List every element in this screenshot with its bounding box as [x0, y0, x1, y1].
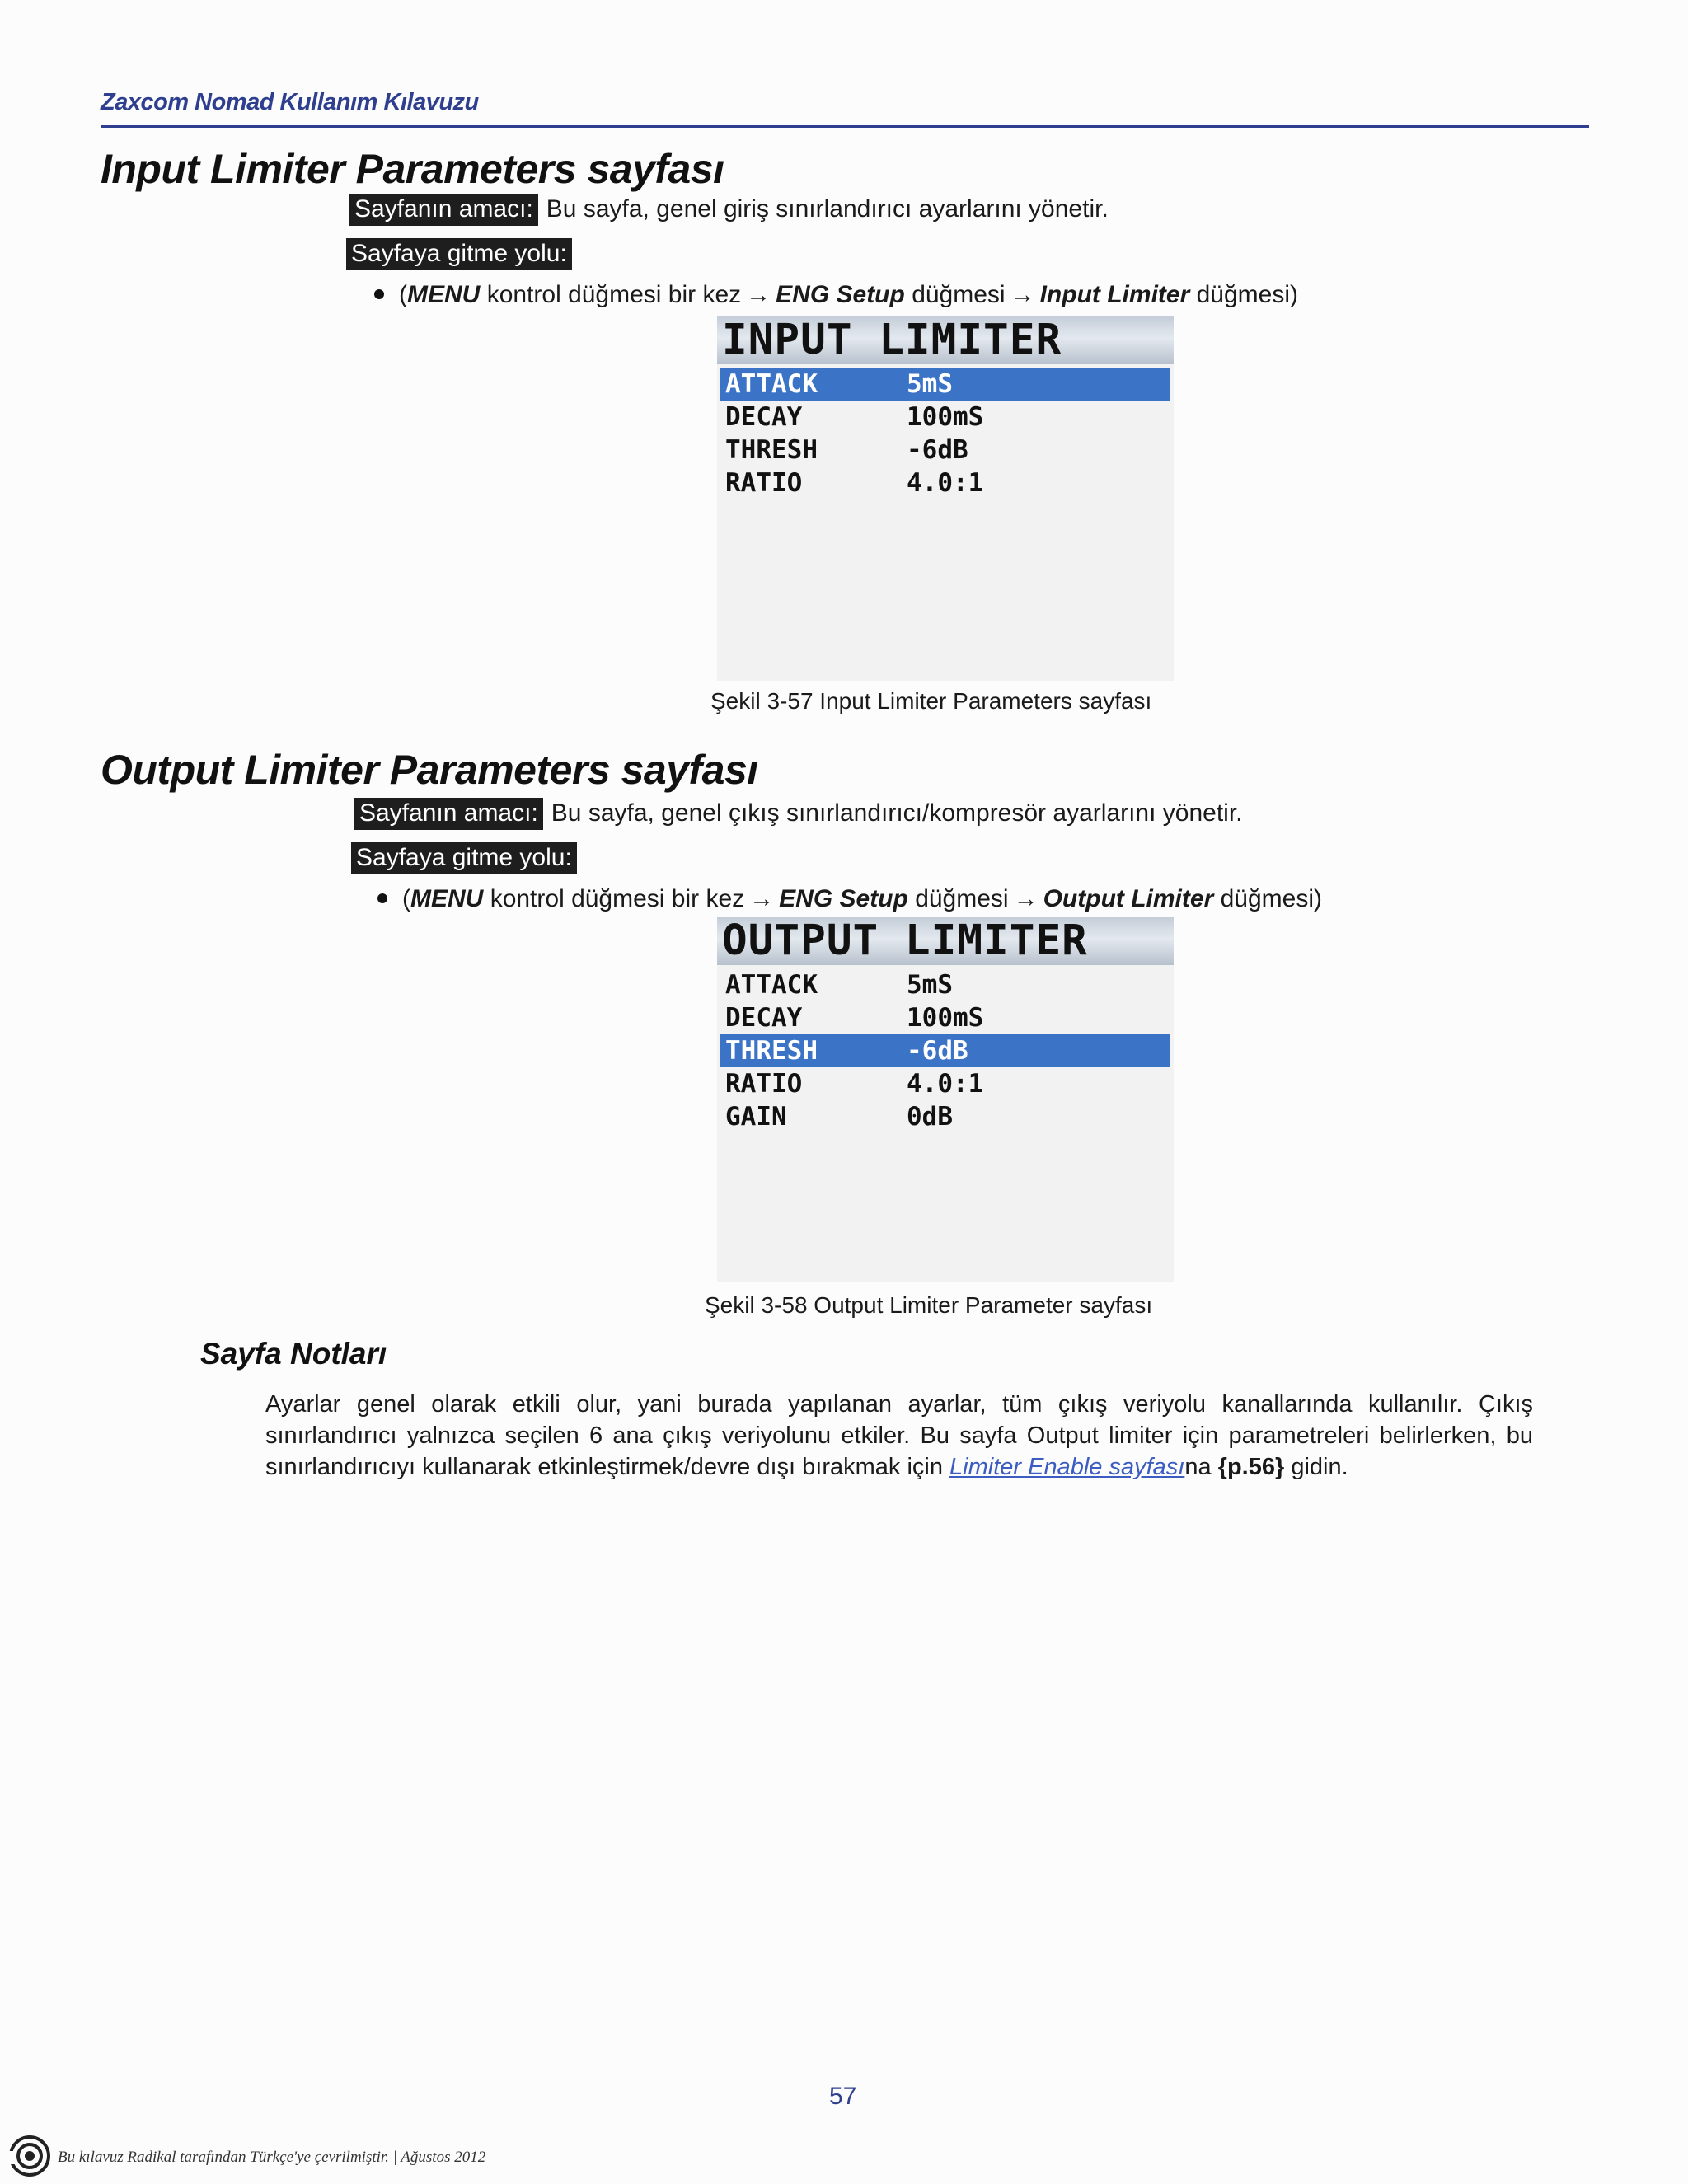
param-value: 5mS — [907, 369, 953, 399]
document-header-title: Zaxcom Nomad Kullanım Kılavuzu — [101, 89, 479, 115]
parameter-list — [717, 968, 1174, 1133]
limiter-enable-link[interactable]: Limiter Enable sayfası — [950, 1454, 1185, 1480]
param-key: THRESH — [725, 1036, 818, 1066]
param-key: GAIN — [725, 1102, 787, 1132]
notes-heading: Sayfa Notları — [200, 1337, 387, 1371]
param-key: ATTACK — [725, 369, 818, 399]
param-value: -6dB — [907, 1036, 968, 1066]
arrow-right-icon: → — [749, 885, 775, 912]
purpose-label: Sayfanın amacı: — [349, 194, 538, 226]
param-row-decay[interactable] — [720, 1001, 1170, 1034]
section-title-input-limiter: Input Limiter Parameters sayfası — [101, 146, 724, 192]
param-key: THRESH — [725, 435, 818, 465]
purpose-label: Sayfanın amacı: — [354, 798, 543, 830]
param-key: ATTACK — [725, 970, 818, 1000]
page-reference: {p.56} — [1217, 1454, 1285, 1480]
output-limiter-screen — [717, 917, 1174, 1282]
screen-title: INPUT LIMITER — [717, 316, 1174, 364]
purpose-text: Bu sayfa, genel çıkış sınırlandırıcı/kompresör ayarlarını yönetir. — [551, 799, 1243, 827]
param-value: -6dB — [907, 435, 968, 465]
nav-path-input: (MENU kontrol düğmesi bir kez → ENG Setup düğmesi → Input Limiter düğmesi) — [374, 279, 1298, 311]
notes-paragraph: Ayarlar genel olarak etkili olur, yani burada yapılanan ayarlar, tüm çıkış veriyolu kanallarında kullanılır. Çıkış sınırlandırıcı yalnızca seçilen 6 ana çıkış veriyolunu etkiler. Bu sayfa Output limiter için parametreleri belirlerken, bu sınırlandırıcıyı kullanarak etkinleştirmek/devre dışı bırakmak için Limiter Enable sayfasına {p.56} gidin. — [265, 1391, 1533, 1480]
arrow-right-icon: → — [1010, 281, 1035, 308]
radikal-logo-icon — [8, 2135, 51, 2177]
param-row-gain[interactable] — [720, 1100, 1170, 1133]
eng-setup-keyword: ENG Setup — [779, 885, 908, 912]
figure-caption-3-57: Şekil 3-57 Input Limiter Parameters sayfası — [710, 688, 1152, 714]
parameter-list — [717, 368, 1174, 499]
section-title-output-limiter: Output Limiter Parameters sayfası — [101, 747, 758, 793]
param-value: 100mS — [907, 402, 984, 432]
param-value: 100mS — [907, 1003, 984, 1033]
param-key: RATIO — [725, 1069, 803, 1099]
param-key: DECAY — [725, 1003, 803, 1033]
input-limiter-screen — [717, 316, 1174, 681]
figure-caption-3-58: Şekil 3-58 Output Limiter Parameter sayfası — [705, 1292, 1153, 1318]
bullet-icon — [377, 893, 387, 903]
bullet-icon — [374, 289, 384, 299]
nav-label: Sayfaya gitme yolu: — [351, 842, 577, 874]
menu-keyword: MENU — [407, 281, 481, 308]
param-row-ratio[interactable] — [720, 1067, 1170, 1100]
param-row-thresh[interactable] — [720, 1034, 1170, 1067]
output-limiter-keyword: Output Limiter — [1043, 885, 1214, 912]
param-row-attack[interactable] — [720, 968, 1170, 1001]
screen-title: OUTPUT LIMITER — [717, 917, 1174, 965]
arrow-right-icon: → — [1013, 885, 1039, 912]
param-value: 4.0:1 — [907, 468, 984, 498]
header-rule — [101, 125, 1589, 128]
param-row-decay[interactable] — [720, 401, 1170, 434]
arrow-right-icon: → — [746, 281, 771, 308]
param-key: DECAY — [725, 402, 803, 432]
purpose-row-input — [349, 194, 1109, 226]
nav-label: Sayfaya gitme yolu: — [346, 238, 572, 270]
eng-setup-keyword: ENG Setup — [776, 281, 905, 308]
purpose-row-output — [354, 798, 1243, 830]
nav-row-input — [346, 238, 572, 270]
param-row-thresh[interactable] — [720, 434, 1170, 466]
param-key: RATIO — [725, 468, 803, 498]
input-limiter-keyword: Input Limiter — [1039, 281, 1190, 308]
purpose-text: Bu sayfa, genel giriş sınırlandırıcı ayarlarını yönetir. — [546, 195, 1109, 223]
param-row-ratio[interactable] — [720, 466, 1170, 499]
menu-keyword: MENU — [410, 885, 484, 912]
param-value: 4.0:1 — [907, 1069, 984, 1099]
param-value: 0dB — [907, 1102, 953, 1132]
nav-row-output — [351, 842, 577, 874]
nav-path-output: (MENU kontrol düğmesi bir kez → ENG Setup düğmesi → Output Limiter düğmesi) — [377, 883, 1322, 915]
param-value: 5mS — [907, 970, 953, 1000]
param-row-attack[interactable] — [720, 368, 1170, 401]
footer-credit: Bu kılavuz Radikal tarafından Türkçe'ye çevrilmiştir. | Ağustos 2012 — [58, 2149, 486, 2166]
page-number: 57 — [829, 2083, 857, 2110]
